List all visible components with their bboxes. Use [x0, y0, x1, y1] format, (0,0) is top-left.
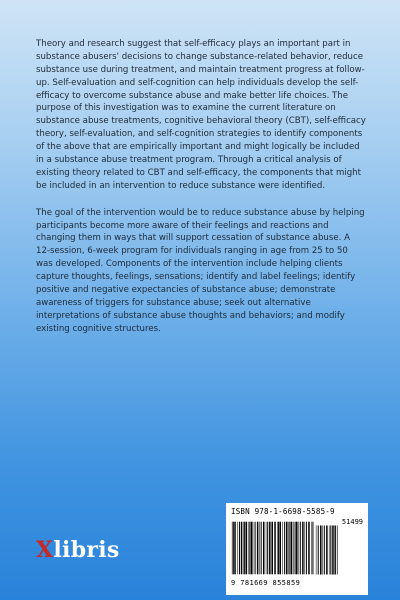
barcode-bar [302, 522, 303, 575]
barcode-bar [289, 522, 290, 575]
barcode-bar [326, 525, 327, 574]
barcode-bar [277, 522, 278, 575]
barcode-bar [234, 522, 235, 575]
barcode-bar [233, 522, 234, 575]
barcode-bar [295, 522, 296, 575]
barcode-bar [267, 522, 268, 575]
barcode-bar [282, 522, 283, 575]
barcode-bar [232, 522, 233, 575]
barcode-bar [269, 522, 270, 575]
barcode-bar [284, 522, 285, 575]
barcode-bar [304, 522, 305, 575]
barcode-bar [293, 522, 294, 575]
barcode-bar [332, 525, 333, 574]
barcode-bar [318, 525, 319, 574]
barcode-bar [311, 522, 312, 575]
barcode-bar [271, 522, 272, 575]
barcode-bar [300, 522, 301, 575]
barcode-bar [274, 522, 275, 575]
barcode-bar [296, 522, 297, 575]
logo-x-letter: X [36, 537, 54, 563]
price-code: 51499 [341, 518, 363, 526]
barcode-bar [312, 522, 313, 575]
barcode-bar [324, 525, 325, 574]
barcode-bar [308, 522, 309, 575]
barcode-bar [257, 522, 258, 575]
barcode-bar [261, 522, 262, 575]
blurb-paragraph-1: Theory and research suggest that self-efficacy plays an important part in substance abusers' decisions to change substance-related behavior, reduce substance use during treatment, and maintain treatment progress at follow-up. Self-evaluation and self-cognition can help individuals develop the self-efficacy to overcome substance abuse and make better life choices. The purpose of this investigation was to examine the current literature on substance abuse treatments, cognitive behavioral theory (CBT), self-efficacy theory, self-evaluation, and self-cognition strategies to identify components of the above that are empirically important and might logically be included in a substance abuse treatment program. Through a critical analysis of existing theory related to CBT and self-efficacy, the components that might be included in an intervention to reduce substance were identified. [36, 39, 366, 191]
barcode-bar [263, 522, 264, 575]
barcode-bar [266, 522, 267, 575]
barcode-bar [272, 522, 273, 575]
blurb-text [36, 38, 366, 336]
barcode-bar [320, 525, 321, 574]
barcode-bar [278, 522, 279, 575]
barcode-bar [249, 522, 250, 575]
isbn-label: ISBN 978-1-6698-5585-9 [231, 507, 335, 516]
publisher-logo [36, 537, 120, 563]
barcode-bar [255, 522, 256, 575]
price-barcode-icon [315, 522, 338, 578]
barcode-bar [316, 525, 317, 574]
barcode-bar [280, 522, 281, 575]
barcode-bar [241, 522, 242, 575]
barcode-icon [231, 518, 315, 578]
barcode-bar [298, 522, 299, 575]
barcode-bar [306, 522, 307, 575]
barcode-bar [244, 522, 245, 575]
barcode-bar [330, 525, 331, 574]
ean-digits: 9 781669 855859 [231, 579, 301, 587]
barcode-bar [259, 522, 260, 575]
isbn-barcode [226, 503, 368, 595]
barcode-bar [286, 522, 287, 575]
barcode-bar [334, 525, 335, 574]
barcode-bar [246, 522, 247, 575]
logo-wordmark: libris [53, 537, 120, 563]
barcode-bar [237, 522, 238, 575]
barcode-bar [248, 522, 249, 575]
barcode-bar [239, 522, 240, 575]
barcode-bar [253, 522, 254, 575]
blurb-paragraph-2: The goal of the intervention would be to reduce substance abuse by helping participants become more aware of their feelings and reactions and changing them in ways that will support cessation of substance abuse. A 12-session, 6-week program for individuals ranging in age from 25 to 50 was developed. Components of the intervention include helping clients capture thoughts, feelings, sensations; identify and label feelings; identify positive and negative expectancies of substance abuse; demonstrate awareness of triggers for substance abuse; seek out alternative interpretations of substance abuse thoughts and behaviors; and modify existing cognitive structures. [36, 207, 365, 334]
barcode-bar [243, 522, 244, 575]
barcode-bar [291, 522, 292, 575]
barcode-bar [251, 522, 252, 575]
barcode-bar [288, 522, 289, 575]
barcode-bar [323, 525, 324, 574]
barcode-bar [329, 525, 330, 574]
barcode-bar [335, 525, 336, 574]
